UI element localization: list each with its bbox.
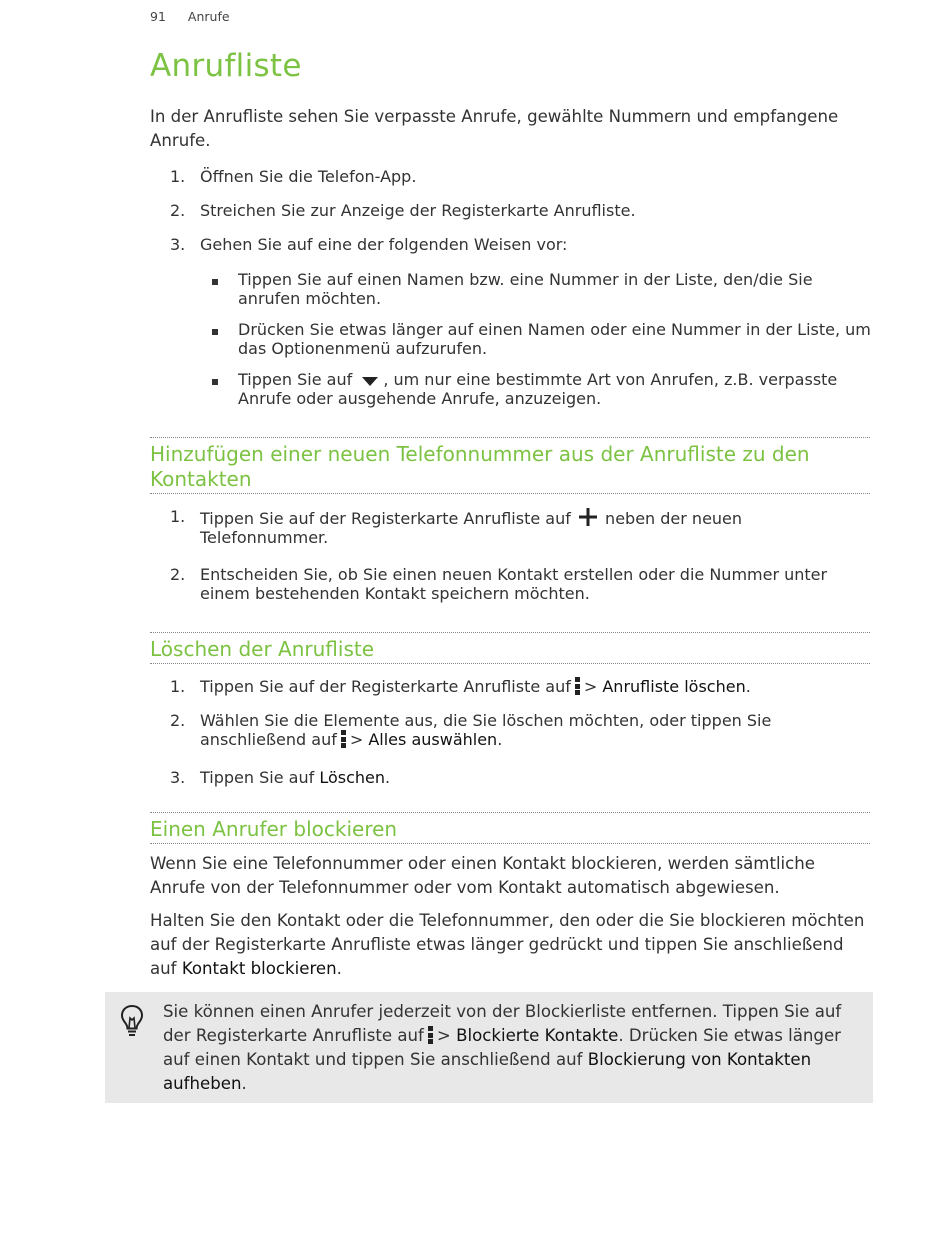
tip-text: Sie können einen Anrufer jederzeit von der Blockierliste entfernen. Tippen Sie auf der Registerkarte Anrufliste auf > Blockierte Kontakte. Drücken Sie etwas länger auf einen Kontakt und tippen Sie anschließend auf Blockierung von Kontakten aufheben. (163, 1002, 842, 1093)
bullet-marker (212, 379, 218, 385)
list-item: 1. Tippen Sie auf der Registerkarte Anrufliste auf neben der neuen Telefonnummer. (170, 507, 743, 547)
more-menu-icon (575, 677, 580, 695)
list-item: 2. Wählen Sie die Elemente aus, die Sie löschen möchten, oder tippen Sie anschließend auf > Alles auswählen. (170, 711, 772, 749)
more-menu-icon (428, 1026, 433, 1044)
page-number: 91 (150, 9, 166, 24)
bullet-item: Tippen Sie auf einen Namen bzw. eine Nummer in der Liste, den/die Sie anrufen möchten. (212, 270, 872, 308)
block-paragraph-1: Wenn Sie eine Telefonnummer oder einen Kontakt blockieren, werden sämtliche Anrufe von der Telefonnummer oder vom Kontakt automatisch abgewiesen. (150, 854, 816, 897)
more-menu-icon (341, 730, 346, 748)
section-heading-block: Einen Anrufer blockieren (150, 812, 870, 844)
section-heading-delete: Löschen der Anrufliste (150, 632, 870, 664)
bullet-marker (212, 279, 218, 285)
list-item: 1. Tippen Sie auf der Registerkarte Anrufliste auf > Anrufliste löschen. (170, 677, 751, 696)
dropdown-arrow-icon (357, 374, 383, 388)
list-item: 3. Gehen Sie auf eine der folgenden Weisen vor: (170, 235, 568, 254)
bullet-marker (212, 329, 218, 335)
page-header (150, 9, 230, 24)
list-item: 3. Tippen Sie auf Löschen. (170, 768, 391, 787)
bullet-item: Drücken Sie etwas länger auf einen Namen oder eine Nummer in der Liste, um das Optionenmenü aufzurufen. (212, 320, 872, 358)
intro-paragraph: In der Anrufliste sehen Sie verpasste Anrufe, gewählte Nummern und empfangene Anrufe. (150, 107, 839, 150)
lightbulb-icon (120, 1004, 144, 1038)
chapter-title: Anrufe (187, 9, 230, 24)
list-item: 2. Streichen Sie zur Anzeige der Registerkarte Anrufliste. (170, 201, 636, 220)
tip-box (105, 992, 873, 1103)
list-item: 2. Entscheiden Sie, ob Sie einen neuen Kontakt erstellen oder die Nummer unter einem bestehenden Kontakt speichern möchten. (170, 565, 828, 603)
block-paragraph-2: Halten Sie den Kontakt oder die Telefonnummer, den oder die Sie blockieren möchten auf der Registerkarte Anrufliste etwas länger gedrückt und tippen Sie anschließend auf Kontakt blockieren. (150, 911, 865, 978)
bullet-item: Tippen Sie auf , um nur eine bestimmte Art von Anrufen, z.B. verpasste Anrufe oder ausgehende Anrufe, anzuzeigen. (212, 370, 872, 408)
page-title: Anrufliste (150, 48, 302, 84)
list-item: 1. Öffnen Sie die Telefon-App. (170, 167, 417, 186)
section-heading-add: Hinzufügen einer neuen Telefonnummer aus der Anrufliste zu den Kontakten (150, 437, 870, 494)
plus-icon (578, 507, 598, 527)
